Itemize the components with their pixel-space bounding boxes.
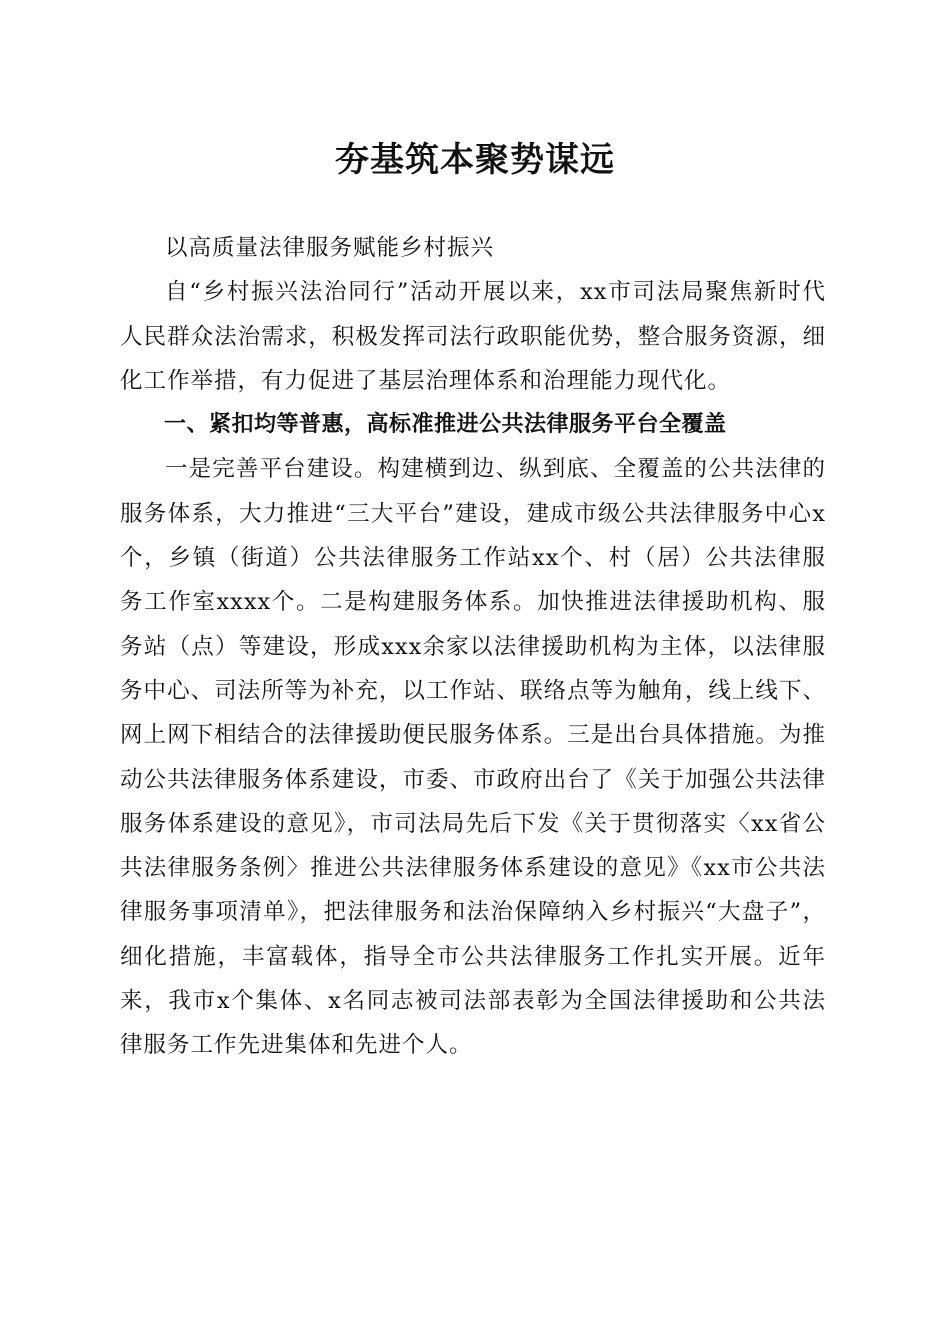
page-title: 夯基筑本聚势谋远 [335, 140, 615, 180]
intro-paragraph: 自“乡村振兴法治同行”活动开展以来，xx市司法局聚焦新时代人民群众法治需求，积极发挥司法行政职能优势，整合服务资源，细化工作举措，有力促进了基层治理体系和治理能力现代化。 [120, 279, 826, 394]
section-heading: 一、紧扣均等普惠，高标准推进公共法律服务平台全覆盖 [164, 412, 727, 438]
section-body-paragraph: 一是完善平台建设。构建横到边、纵到底、全覆盖的公共法律的服务体系，大力推进“三大平台”建设，建成市级公共法律服务中心x个，乡镇（街道）公共法律服务工作站xx个、村（居）公共法律服务工作室xxxx个。二是构建服务体系。加快推进法律援助机构、服务站（点）等建设，形成xxx余家以法律援助机构为主体，以法律服务中心、司法所等为补充，以工作站、联络点等为触角，线上线下、网上网下相结合的法律援助便民服务体系。三是出台具体措施。为推动公共法律服务体系建设，市委、市政府出台了《关于加强公共法律服务体系建设的意见》，市司法局先后下发《关于贯彻落实〈xx省公共法律服务条例〉推进公共法律服务体系建设的意见》《xx市公共法律服务事项清单》，把法律服务和法治保障纳入乡村振兴“大盘子”，细化措施，丰富载体，指导全市公共法律服务工作扎实开展。近年来，我市x个集体、x名同志被司法部表彰为全国法律援助和公共法律服务工作先进集体和先进个人。 [120, 456, 826, 1059]
document-body [120, 226, 826, 1068]
subtitle-paragraph: 以高质量法律服务赋能乡村振兴 [165, 235, 495, 261]
